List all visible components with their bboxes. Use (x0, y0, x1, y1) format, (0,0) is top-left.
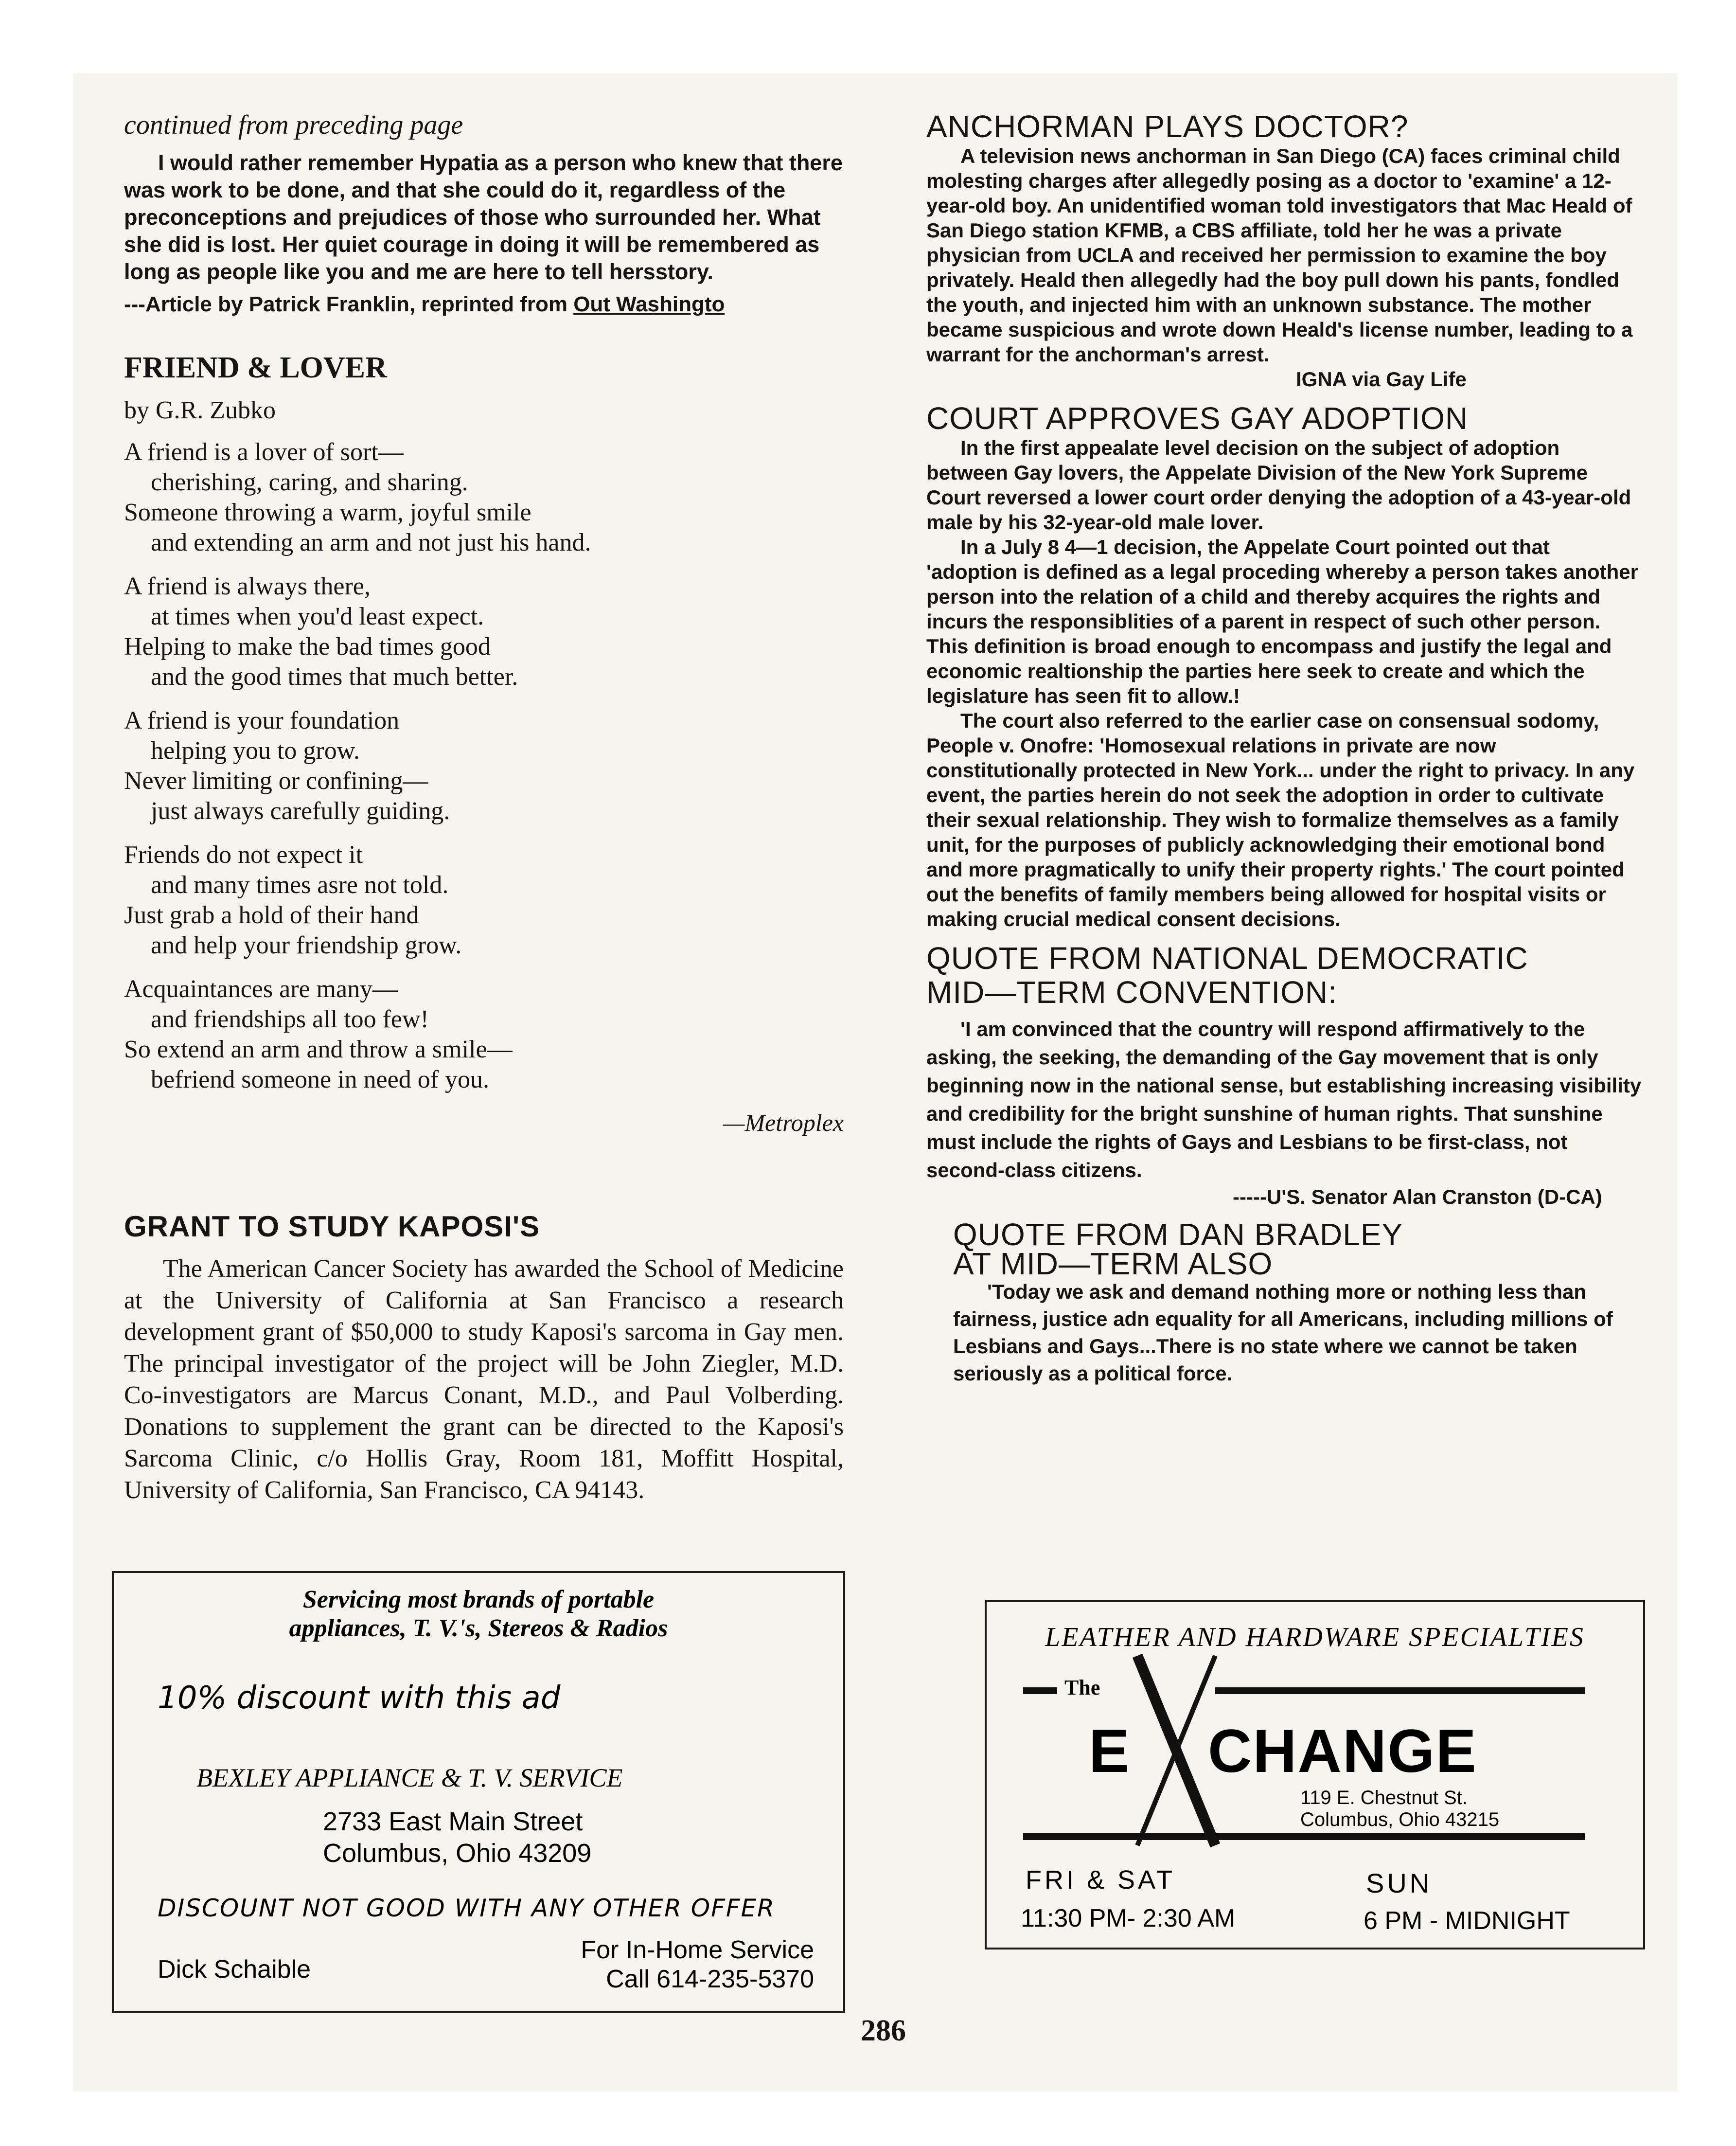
poem-line: just always carefully guiding. (151, 797, 450, 825)
exchange-the-label: The (1064, 1676, 1100, 1699)
adoption-headline: COURT APPROVES GAY ADOPTION (926, 401, 1469, 436)
exchange-tagline: LEATHER AND HARDWARE SPECIALTIES (1045, 1622, 1585, 1652)
hypatia-paragraph: I would rather remember Hypatia as a person who knew that there was work to be done, and that she could do it, regardless of the preconceptions and prejudices of those who surrounded her. What she did is lost. Her quiet courage in doing it will be remembered as long as people like you and me are here to tell hersstory. (124, 150, 843, 284)
poem-line: A friend is your foundation (124, 707, 400, 734)
poem-line: Someone throwing a warm, joyful smile (124, 499, 531, 526)
continued-note: continued from preceding page (124, 110, 463, 140)
ad-address-1: 2733 East Main Street (323, 1807, 583, 1836)
poem-source: —Metroplex (723, 1109, 844, 1136)
exchange-hours-2: 6 PM - MIDNIGHT (1364, 1907, 1570, 1935)
anchorman-credit: IGNA via Gay Life (1296, 368, 1467, 391)
ad-service-line-1: For In-Home Service (581, 1936, 814, 1964)
attribution-source: Out Washingto (573, 292, 725, 316)
logo-rule-top (1215, 1687, 1585, 1694)
bexley-appliance-ad (112, 1571, 845, 2013)
poem-author: by G.R. Zubko (124, 396, 276, 424)
poem-stanza (124, 706, 844, 826)
poem-stanza (124, 974, 844, 1095)
logo-rule-short (1023, 1687, 1057, 1694)
ad-tagline-2: appliances, T. V.'s, Stereos & Radios (289, 1614, 668, 1642)
ad-business-name: BEXLEY APPLIANCE & T. V. SERVICE (196, 1763, 623, 1792)
poem-line: A friend is always there, (124, 572, 371, 600)
quote1-headline-2: MID—TERM CONVENTION: (926, 975, 1337, 1010)
left-column (124, 109, 844, 1506)
poem-line: and many times asre not told. (151, 871, 449, 899)
quote1-headline-1: QUOTE FROM NATIONAL DEMOCRATIC (926, 941, 1528, 976)
article-attribution (124, 292, 844, 317)
poem-line: cherishing, caring, and sharing. (151, 468, 468, 496)
quote2-headline-1: QUOTE FROM DAN BRADLEY (953, 1217, 1403, 1252)
poem-line: befriend someone in need of you. (151, 1066, 490, 1093)
poem-stanza (124, 572, 844, 692)
exchange-days-1: FRI & SAT (1026, 1865, 1176, 1895)
adoption-paragraph-1: In the first appealate level decision on the subject of adoption between Gay lovers, the Appelate Division of the New York Supreme Court reversed a lower court order denying the adoption of a 43-year-old male by his 32-year-old male lover. (926, 436, 1631, 534)
page-number: 286 (861, 2014, 906, 2047)
ad-address-2: Columbus, Ohio 43209 (323, 1839, 592, 1868)
handwritten-restriction: DISCOUNT NOT GOOD WITH ANY OTHER OFFER (158, 1894, 775, 1922)
poem-line: and help your friendship grow. (151, 931, 462, 959)
attribution-prefix: ---Article by Patrick Franklin, reprinted from (124, 292, 567, 316)
exchange-big-e: E (1089, 1717, 1130, 1785)
poem-line: Helping to make the bad times good (124, 633, 491, 661)
ad-tagline-1: Servicing most brands of portable (302, 1586, 655, 1613)
adoption-paragraph-2: In a July 8 4—1 decision, the Appelate Court pointed out that 'adoption is defined as a legal proceding whereby a person takes another person into the relation of a child and thereby acquires the rights and incurs the responsiblities of a parent in respect of such other person. This definition is broad enough to encompass and justify the legal and economic realtionship the parties here seek to create and which the legislature has seen fit to allow.! (926, 536, 1639, 707)
poem-title: FRIEND & LOVER (124, 351, 387, 384)
quote2-headline-2: AT MID—TERM ALSO (953, 1246, 1273, 1281)
exchange-address-1: 119 E. Chestnut St. (1300, 1787, 1468, 1808)
anchorman-body: A television news anchorman in San Diego (CA) faces criminal child molesting charges after allegedly posing as a doctor to 'examine' a 12-year-old boy. An unidentified woman told investigators that Mac Heald of San Diego station KFMB, a CBS affiliate, told her he was a private physician from UCLA and received her permission to examine the boy privately. Heald then allegedly had the boy pull down his pants, fondled the youth, and injected him with an unknown substance. The mother became suspicious and wrote down Heald's license number, leading to a warrant for the anchorman's arrest. (926, 144, 1633, 366)
poem-line: Just grab a hold of their hand (124, 901, 419, 929)
poem-stanza (124, 840, 844, 961)
poem-line: helping you to grow. (151, 737, 360, 765)
poem-line: Never limiting or confining— (124, 767, 428, 795)
poem-line: So extend an arm and throw a smile— (124, 1036, 513, 1063)
quote1-body: 'I am convinced that the country will respond affirmatively to the asking, the seeking, the demanding of the Gay movement that is only beginning now in the national sense, but establishing increasing visibility and credibility for the bright sunshine of human rights. That sunshine must include the rights of Gays and Lesbians to be first-class, not second-class citizens. (926, 1018, 1642, 1181)
anchorman-headline: ANCHORMAN PLAYS DOCTOR? (926, 109, 1409, 144)
ad-contact-name: Dick Schaible (158, 1955, 311, 1984)
poem-line: and extending an arm and not just his hand. (151, 529, 591, 556)
adoption-paragraph-3: The court also referred to the earlier case on consensual sodomy, People v. Onofre: 'Homosexual relations in private are now constitutionally protected in New York... under the right to privacy. In any event, the parties herein do not seek the adoption in order to cultivate their sexual relationship. They wish to formalize themselves as a family unit, for the purposes of publicly acknowledging their emotional bond and more pragmatically to unify their property rights.' The court pointed out the benefits of family members being allowed for hospital visits or making crucial medical consent decisions. (926, 709, 1635, 930)
right-column (926, 109, 1646, 1387)
poem-line: Acquaintances are many— (124, 975, 398, 1003)
ad-service-line-2: Call 614-235-5370 (606, 1965, 814, 1993)
grant-title: GRANT TO STUDY KAPOSI'S (124, 1210, 540, 1243)
exchange-address-2: Columbus, Ohio 43215 (1300, 1809, 1500, 1830)
poem-line: at times when you'd least expect. (151, 603, 484, 630)
exchange-hours-1: 11:30 PM- 2:30 AM (1021, 1904, 1236, 1932)
quote2-body: 'Today we ask and demand nothing more or nothing less than fairness, justice adn equality for all Americans, including millions of Lesbians and Gays...There is no state where we cannot be taken seriously as a political force. (953, 1280, 1613, 1385)
poem-body (124, 437, 844, 1137)
poem-line: and the good times that much better. (151, 663, 518, 691)
exchange-days-2: SUN (1366, 1868, 1433, 1898)
poem-stanza (124, 437, 844, 558)
exchange-ad (985, 1600, 1645, 1949)
grant-body: The American Cancer Society has awarded the School of Medicine at the University of California at San Francisco a research development grant of $50,000 to study Kaposi's sarcoma in Gay men. The principal investigator of the project will be John Ziegler, M.D. Co-investigators are Marcus Conant, M.D., and Paul Volberding. Donations to supplement the grant can be directed to the Kaposi's Sarcoma Clinic, c/o Hollis Gray, Room 181, Moffitt Hospital, University of California, San Francisco, CA 94143. (124, 1255, 844, 1504)
handwritten-discount: 10% discount with this ad (158, 1680, 561, 1716)
poem-line: A friend is a lover of sort— (124, 438, 404, 466)
quote1-credit: -----U'S. Senator Alan Cranston (D-CA) (1233, 1185, 1602, 1208)
poem-line: and friendships all too few! (151, 1005, 429, 1033)
poem-line: Friends do not expect it (124, 841, 363, 869)
exchange-name: CHANGE (1208, 1717, 1477, 1785)
logo-rule-bottom (1023, 1833, 1585, 1840)
